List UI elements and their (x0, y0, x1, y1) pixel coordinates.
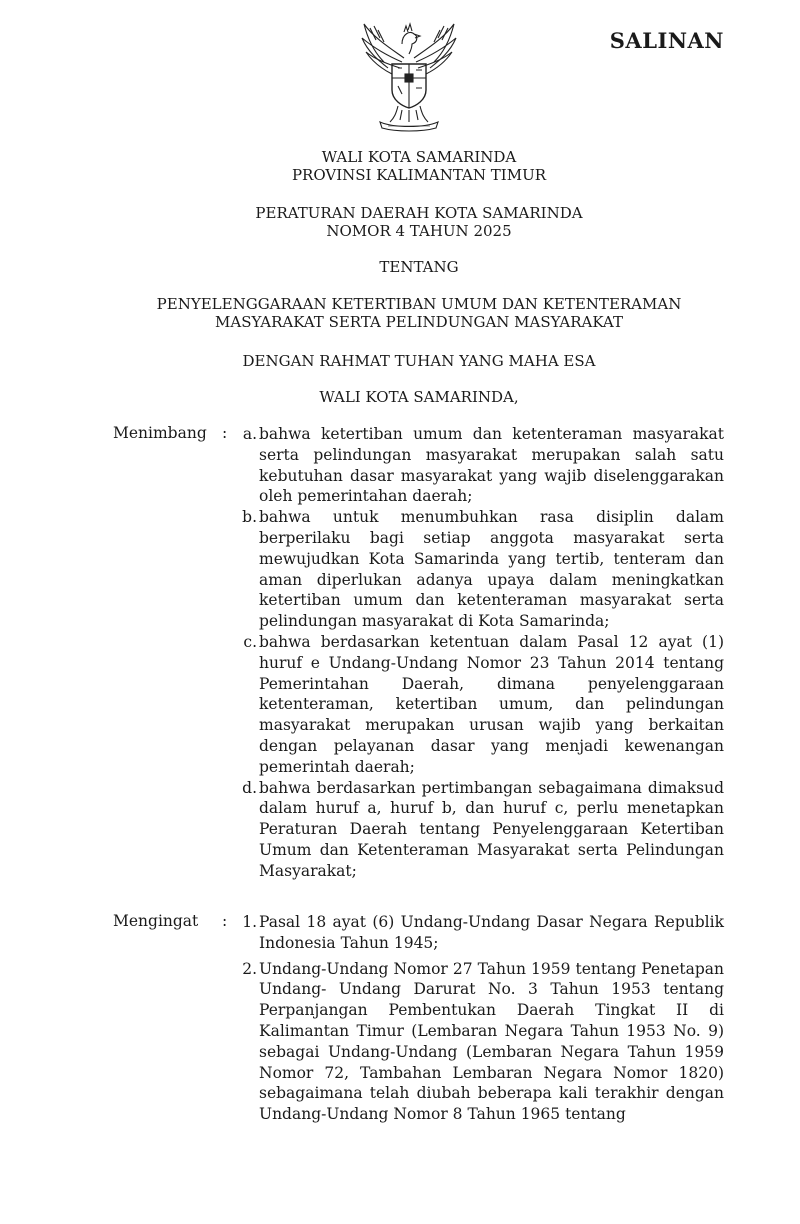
menimbang-colon: : (222, 424, 228, 442)
menimbang-item-text: bahwa berdasarkan ketentuan dalam Pasal 12 ayat (1) huruf e Undang-Undang Nomor 23 Tahun 2014 tentang Pemerintahan Daerah, dimana penyelenggaraan ketenteraman, ketertiban umum, dan pelindungan masyarakat merupakan urusan wajib yang berkaitan dengan pelayanan dasar yang menjadi kewenangan pemerintah daerah; (259, 632, 724, 776)
regulation-line-2: NOMOR 4 TAHUN 2025 (326, 222, 512, 240)
regulation-heading (0, 204, 800, 240)
garuda-pancasila-emblem-icon (354, 18, 464, 134)
menimbang-item-marker: d. (242, 778, 257, 797)
subject-line-2: MASYARAKAT SERTA PELINDUNGAN MASYARAKAT (215, 313, 623, 331)
menimbang-item-marker: b. (242, 508, 257, 527)
menimbang-item (226, 424, 724, 507)
issuer-line-1: WALI KOTA SAMARINDA (321, 148, 517, 166)
salinan-stamp: SALINAN (609, 28, 724, 53)
about-heading (0, 258, 800, 276)
mengingat-colon: : (222, 912, 228, 930)
menimbang-item-text: bahwa ketertiban umum dan ketenteraman masyarakat serta pelindungan masyarakat merupakan salah satu kebutuhan dasar masyarakat yang wajib diselenggarakan oleh pemerintahan daerah; (259, 425, 724, 506)
mengingat-item-text: Pasal 18 ayat (6) Undang-Undang Dasar Negara Republik Indonesia Tahun 1945; (259, 913, 724, 952)
issuer-heading (0, 148, 800, 184)
issuer-line-2: PROVINSI KALIMANTAN TIMUR (291, 166, 547, 184)
menimbang-item (226, 778, 724, 882)
mengingat-label: Mengingat (113, 912, 199, 930)
mengingat-list (226, 912, 724, 1125)
subject-line-1: PENYELENGGARAAN KETERTIBAN UMUM DAN KETENTERAMAN (156, 295, 682, 313)
about-text: TENTANG (379, 258, 459, 276)
regulation-line-1: PERATURAN DAERAH KOTA SAMARINDA (255, 204, 583, 222)
menimbang-item-marker: a. (242, 425, 257, 443)
menimbang-item-text: bahwa untuk menumbuhkan rasa disiplin dalam berperilaku bagi setiap anggota masyarakat serta mewujudkan Kota Samarinda yang tertib, tenteram dan aman diperlukan adanya upaya dalam meningkatkan ketertiban umum dan ketenteraman masyarakat serta pelindungan masyarakat di Kota Samarinda; (259, 508, 724, 631)
menimbang-label: Menimbang (113, 424, 207, 442)
menimbang-item-marker: c. (243, 632, 257, 651)
enactor-heading (0, 388, 800, 406)
menimbang-item (226, 632, 724, 778)
subject-heading (0, 295, 800, 331)
mengingat-item-marker: 2. (242, 959, 257, 978)
enactor-text: WALI KOTA SAMARINDA, (319, 388, 519, 406)
menimbang-list (226, 424, 724, 882)
mengingat-item-text: Undang-Undang Nomor 27 Tahun 1959 tentang Penetapan Undang- Undang Darurat No. 3 Tahun 1953 tentang Perpanjangan Pembentukan Daerah Tingkat II di Kalimantan Timur (Lembaran Negara Tahun 1953 No. 9) sebagai Undang-Undang (Lembaran Negara Tahun 1959 Nomor 72, Tambahan Lembaran Negara Nomor 1820) sebagaimana telah diubah beberapa kali terakhir dengan Undang-Undang Nomor 8 Tahun 1965 tentang (259, 959, 724, 1124)
invocation-text: DENGAN RAHMAT TUHAN YANG MAHA ESA (242, 352, 596, 370)
menimbang-item (226, 507, 724, 632)
menimbang-item-text: bahwa berdasarkan pertimbangan sebagaimana dimaksud dalam huruf a, huruf b, dan huruf c, perlu menetapkan Peraturan Daerah tentang Penyelenggaraan Ketertiban Umum dan Ketenteraman Masyarakat serta Pelindungan Masyarakat; (259, 778, 724, 880)
mengingat-item (226, 912, 724, 954)
mengingat-item-marker: 1. (242, 913, 257, 931)
mengingat-item (226, 959, 724, 1125)
invocation-heading (0, 352, 800, 370)
